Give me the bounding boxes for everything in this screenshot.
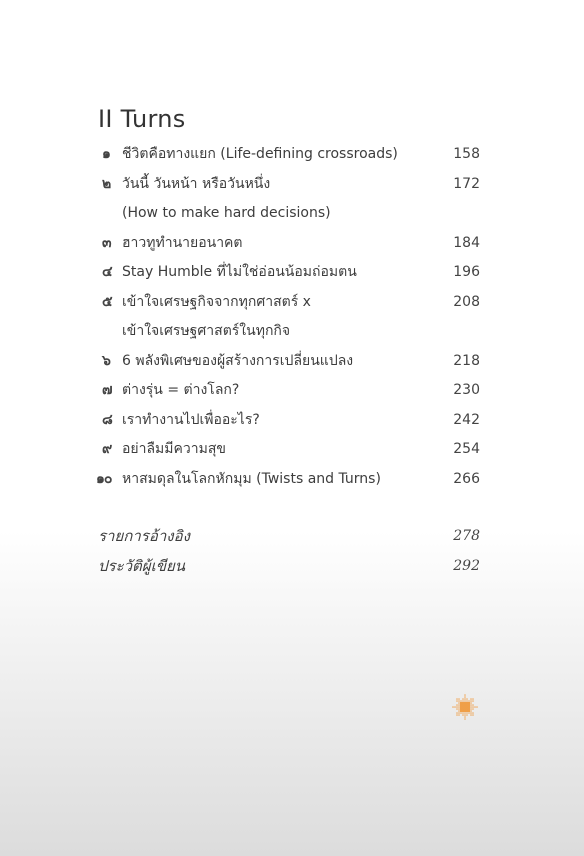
toc-entry-3[interactable] xyxy=(98,229,480,259)
toc-entry-7[interactable] xyxy=(98,376,480,406)
chapter-number: ๕ xyxy=(102,293,113,310)
toc-entry-4[interactable] xyxy=(98,258,480,288)
chapter-number: ๑ xyxy=(102,146,111,162)
back-matter-entry-references[interactable] xyxy=(98,521,480,551)
toc-entry-2[interactable] xyxy=(98,170,480,200)
chapter-title: เข้าใจเศรษฐกิจจากทุกศาสตร์ x xyxy=(122,293,311,310)
chapter-number: ๗ xyxy=(102,382,113,398)
chapter-number: ๖ xyxy=(102,352,111,369)
page-number: 254 xyxy=(453,441,480,457)
toc-entry-8[interactable] xyxy=(98,406,480,436)
page-number: 196 xyxy=(453,264,480,280)
toc-entry-5-continuation xyxy=(98,317,480,347)
chapter-number: ๑๐ xyxy=(96,470,112,487)
chapter-subtitle: เข้าใจเศรษฐศาสตร์ในทุกกิจ xyxy=(122,323,291,339)
chapter-title: ต่างรุ่น = ต่างโลก? xyxy=(122,382,240,398)
page-number: 278 xyxy=(453,528,480,544)
page-number: 292 xyxy=(453,558,480,574)
back-matter-entry-author-bio[interactable] xyxy=(98,551,480,581)
chapter-number: ๓ xyxy=(102,234,112,251)
chapter-title: ชีวิตคือทางแยก (Life-defining crossroads) xyxy=(122,146,398,162)
chapter-title: อย่าลืมมีความสุข xyxy=(122,441,226,457)
chapter-title: วันนี้ วันหน้า หรือวันหนึ่ง xyxy=(122,175,271,192)
back-matter-title: ประวัติผู้เขียน xyxy=(98,557,186,575)
toc-entry-2-continuation xyxy=(98,199,480,229)
toc-entry-9[interactable] xyxy=(98,435,480,465)
chapter-title: ฮาวทูทำนายอนาคต xyxy=(122,234,243,251)
chapter-number: ๘ xyxy=(102,411,113,428)
section-title: II Turns xyxy=(98,105,186,133)
toc-entry-6[interactable] xyxy=(98,347,480,377)
back-matter xyxy=(98,521,480,581)
toc-entry-10[interactable] xyxy=(98,465,480,495)
back-matter-title: รายการอ้างอิง xyxy=(98,527,190,545)
chapter-title: หาสมดุลในโลกหักมุม (Twists and Turns) xyxy=(122,470,381,487)
chapter-number: ๔ xyxy=(102,264,113,280)
orange-sun-icon xyxy=(452,694,478,720)
page-number: 172 xyxy=(453,175,480,192)
page-number: 266 xyxy=(453,470,480,487)
chapter-subtitle: (How to make hard decisions) xyxy=(122,205,331,221)
page-number: 208 xyxy=(453,293,480,310)
page-number: 230 xyxy=(453,382,480,398)
chapter-number: ๒ xyxy=(102,175,112,192)
chapter-title: Stay Humble ที่ไม่ใช่อ่อนน้อมถ่อมตน xyxy=(122,264,357,280)
table-of-contents xyxy=(98,140,480,494)
chapter-title: 6 พลังพิเศษของผู้สร้างการเปลี่ยนแปลง xyxy=(122,352,354,369)
page-number: 184 xyxy=(453,234,480,251)
toc-entry-5[interactable] xyxy=(98,288,480,318)
toc-entry-1[interactable] xyxy=(98,140,480,170)
page-number: 158 xyxy=(453,146,480,162)
chapter-title: เราทำงานไปเพื่ออะไร? xyxy=(122,411,260,428)
chapter-number: ๙ xyxy=(102,441,113,457)
page-number: 242 xyxy=(453,411,480,428)
page-number: 218 xyxy=(453,352,480,369)
